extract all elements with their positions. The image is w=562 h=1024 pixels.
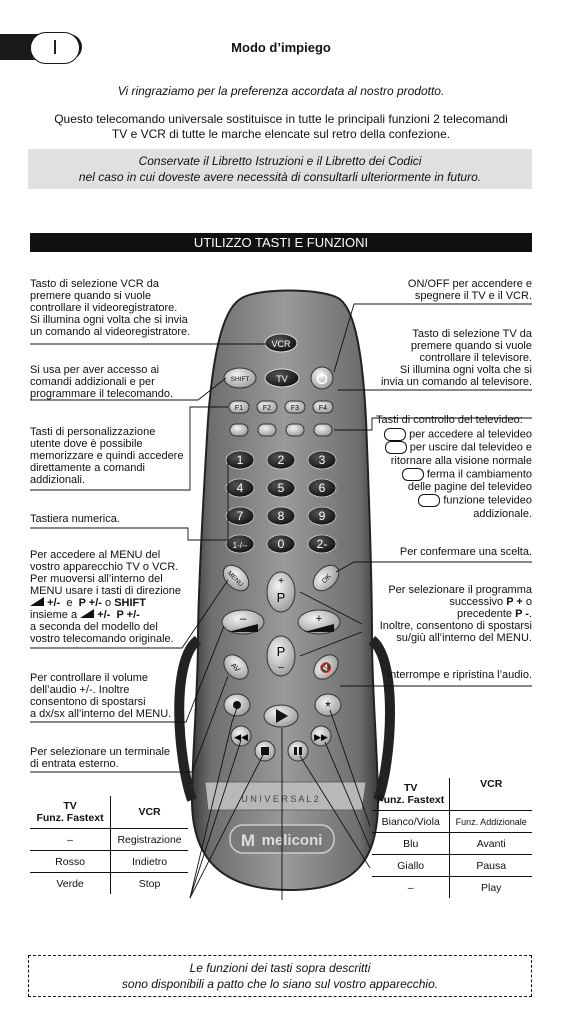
brand-logo: meliconi — [261, 832, 323, 849]
power-button[interactable] — [311, 367, 333, 389]
thanks-text: Vi ringraziamo per la preferenza accordata al nostro prodotto. — [117, 84, 445, 98]
table-right — [372, 778, 532, 898]
rewind-button[interactable] — [231, 726, 251, 746]
digit-button[interactable] — [308, 507, 336, 525]
stop-button[interactable] — [255, 741, 275, 761]
table-row: Bianco/Viola Funz. Addizionale — [372, 811, 532, 833]
table-row: – Play — [372, 877, 532, 899]
table-row: Rosso Indietro — [30, 851, 188, 873]
mute-icon: 🔇 — [319, 663, 333, 674]
label-numeric-keypad: Tastiera numerica. — [30, 513, 120, 525]
svg-text:AV: AV — [229, 660, 243, 674]
digit-button[interactable] — [226, 479, 254, 497]
digit-button[interactable] — [267, 451, 295, 469]
table-row: Blu Avanti — [372, 833, 532, 855]
label-volume-keys: Per controllare il volume dell’audio +/-. Inoltre consentono di spostarsi a dx/sx all’interno del MENU. — [30, 672, 172, 720]
label-vcr-key: Tasto di selezione VCR da premere quando si vuole controllare il videoregistratore. Si illumina ogni volta che si invia un comando al videoregistratore. — [30, 278, 191, 338]
brand-logo-icon: M — [240, 831, 256, 850]
svg-text:0: 0 — [277, 537, 285, 551]
pause-button[interactable] — [288, 741, 308, 761]
table-row: – Registrazione — [30, 829, 188, 851]
svg-text:2-: 2- — [316, 537, 328, 551]
svg-text:9: 9 — [318, 509, 326, 523]
label-tv-key: Tasto di selezione TV da premere quando si vuole controllare il televisore. Si illumina ogni volta che si invia un comando al televisore. — [380, 328, 532, 388]
table-header: TV Funz. Fastext VCR — [372, 778, 532, 811]
svg-text:2: 2 — [277, 453, 285, 467]
svg-text:F1: F1 — [234, 405, 244, 412]
label-shift-key: Si usa per aver accesso ai comandi addizionali e per programmare il telecomando. — [30, 364, 174, 400]
svg-text:6: 6 — [318, 481, 326, 495]
label-power-key: ON/OFF per accendere e spegnere il TV e il VCR. — [407, 278, 532, 302]
volume-icon — [30, 597, 44, 606]
vcr-button[interactable] — [265, 334, 297, 352]
digit-button[interactable] — [226, 507, 254, 525]
digit-button[interactable] — [308, 535, 336, 553]
teletext-off-icon — [385, 441, 407, 454]
f3-button[interactable] — [285, 401, 305, 413]
digit-button[interactable] — [226, 451, 254, 469]
intro-text: Questo telecomando universale sostituisce in tutte le principali funzioni 2 telecomandi TV e VCR di tutte le marche elencate sul retro della confezione. — [54, 112, 508, 141]
label-program-keys: Per selezionare il programma successivo P + o precedente P -. Inoltre, consentono di spostarsi su/giù all’interno del MENU. — [379, 584, 532, 644]
svg-text:3: 3 — [318, 453, 326, 467]
svg-text:+: + — [315, 613, 323, 625]
label-teletext-keys: Tasti di controllo del televideo: — [376, 414, 523, 426]
teletext-extra-icon — [418, 494, 440, 507]
program-down-button[interactable] — [267, 636, 295, 676]
svg-text:–: – — [278, 662, 284, 673]
svg-text:F2: F2 — [262, 405, 272, 412]
svg-text:TV: TV — [276, 374, 288, 384]
digit-button[interactable] — [308, 451, 336, 469]
forward-button[interactable] — [311, 726, 331, 746]
keep-booklet-note: Conservate il Libretto Istruzioni e il Libretto dei Codici nel caso in cui doveste avere necessità di consultarli ulteriormente in futuro. — [28, 149, 532, 189]
teletext-hold-icon — [402, 468, 424, 481]
play-button[interactable] — [264, 705, 298, 727]
table-left — [30, 796, 188, 894]
svg-text:4: 4 — [236, 481, 244, 495]
svg-text:OK: OK — [321, 573, 334, 586]
svg-text:VCR: VCR — [271, 339, 291, 349]
stop-icon — [261, 747, 269, 755]
svg-text:+: + — [278, 576, 284, 587]
svg-text:7: 7 — [236, 509, 244, 523]
forward-icon: ▶▶ — [314, 732, 328, 742]
digit-button[interactable] — [308, 479, 336, 497]
volume-icon — [80, 609, 94, 618]
f4-button[interactable] — [313, 401, 333, 413]
svg-text:8: 8 — [277, 509, 285, 523]
svg-text:1: 1 — [236, 453, 244, 467]
shift-button[interactable] — [224, 368, 256, 388]
svg-text:SHIFT: SHIFT — [230, 376, 250, 383]
svg-text:F3: F3 — [290, 405, 300, 412]
digit-button[interactable] — [267, 507, 295, 525]
page-title: Modo d’impiego — [231, 40, 331, 55]
label-ok-key: Per confermare una scelta. — [399, 546, 532, 558]
table-row: Verde Stop — [30, 873, 188, 895]
tv-button[interactable] — [265, 369, 299, 387]
svg-text:F4: F4 — [318, 405, 328, 412]
volume-up-button[interactable] — [298, 610, 340, 634]
teletext-hold-button[interactable] — [286, 424, 304, 436]
availability-note: Le funzioni dei tasti sopra descritti sono disponibili a patto che lo siano sul vostro apparecchio. — [28, 955, 532, 997]
chapter-number: I — [30, 32, 80, 64]
brand-band: U N I V E R S A L 2 — [241, 794, 319, 804]
teletext-on-button[interactable] — [230, 424, 248, 436]
teletext-extra-button[interactable] — [314, 424, 332, 436]
table-row: Giallo Pausa — [372, 855, 532, 877]
teletext-off-button[interactable] — [258, 424, 276, 436]
label-mute-key: Interrompe e ripristina l’audio. — [387, 669, 532, 681]
digit-button[interactable] — [267, 535, 295, 553]
label-teletext-functions: per accedere al televideo per uscire dal televideo e ritornare alla visione normale ferma il cambiamento delle pagine del televideo funzione televideo addizionale. — [384, 428, 532, 521]
program-up-button[interactable] — [267, 572, 295, 612]
digit-button[interactable] — [226, 535, 254, 553]
label-av-key: Per selezionare un terminale di entrata esterno. — [30, 746, 171, 770]
pause-icon — [294, 747, 297, 755]
record-button[interactable] — [224, 694, 250, 716]
record-icon — [233, 701, 241, 709]
svg-text:MENU: MENU — [225, 569, 245, 589]
volume-down-button[interactable] — [222, 610, 264, 634]
svg-text:–: – — [239, 611, 247, 625]
svg-text:1-/--: 1-/-- — [232, 541, 248, 550]
section-title: UTILIZZO TASTI E FUNZIONI — [30, 233, 532, 252]
f1-button[interactable] — [229, 401, 249, 413]
extra-button[interactable] — [315, 694, 341, 716]
label-function-keys: Tasti di personalizzazione utente dove è possibile memorizzare e quindi accedere direttamente a comandi addizionali. — [30, 426, 184, 486]
table-header: TV Funz. Fastext VCR — [30, 796, 188, 829]
label-menu-key: Per accedere al MENU del vostro apparecchio TV o VCR. Per muoversi all’interno del MENU usare i tasti di direzione +/- e P +/- o SHIFT insieme a +/- P +/- a seconda del modello del vostro telecomando originale. — [30, 549, 182, 645]
teletext-on-icon — [384, 428, 406, 441]
digit-button[interactable] — [267, 479, 295, 497]
f2-button[interactable] — [257, 401, 277, 413]
svg-text:5: 5 — [277, 481, 285, 495]
rewind-icon: ◀◀ — [234, 732, 248, 742]
svg-text:P: P — [276, 644, 286, 659]
asterisk-icon: * — [325, 698, 331, 714]
svg-text:P: P — [276, 590, 286, 605]
